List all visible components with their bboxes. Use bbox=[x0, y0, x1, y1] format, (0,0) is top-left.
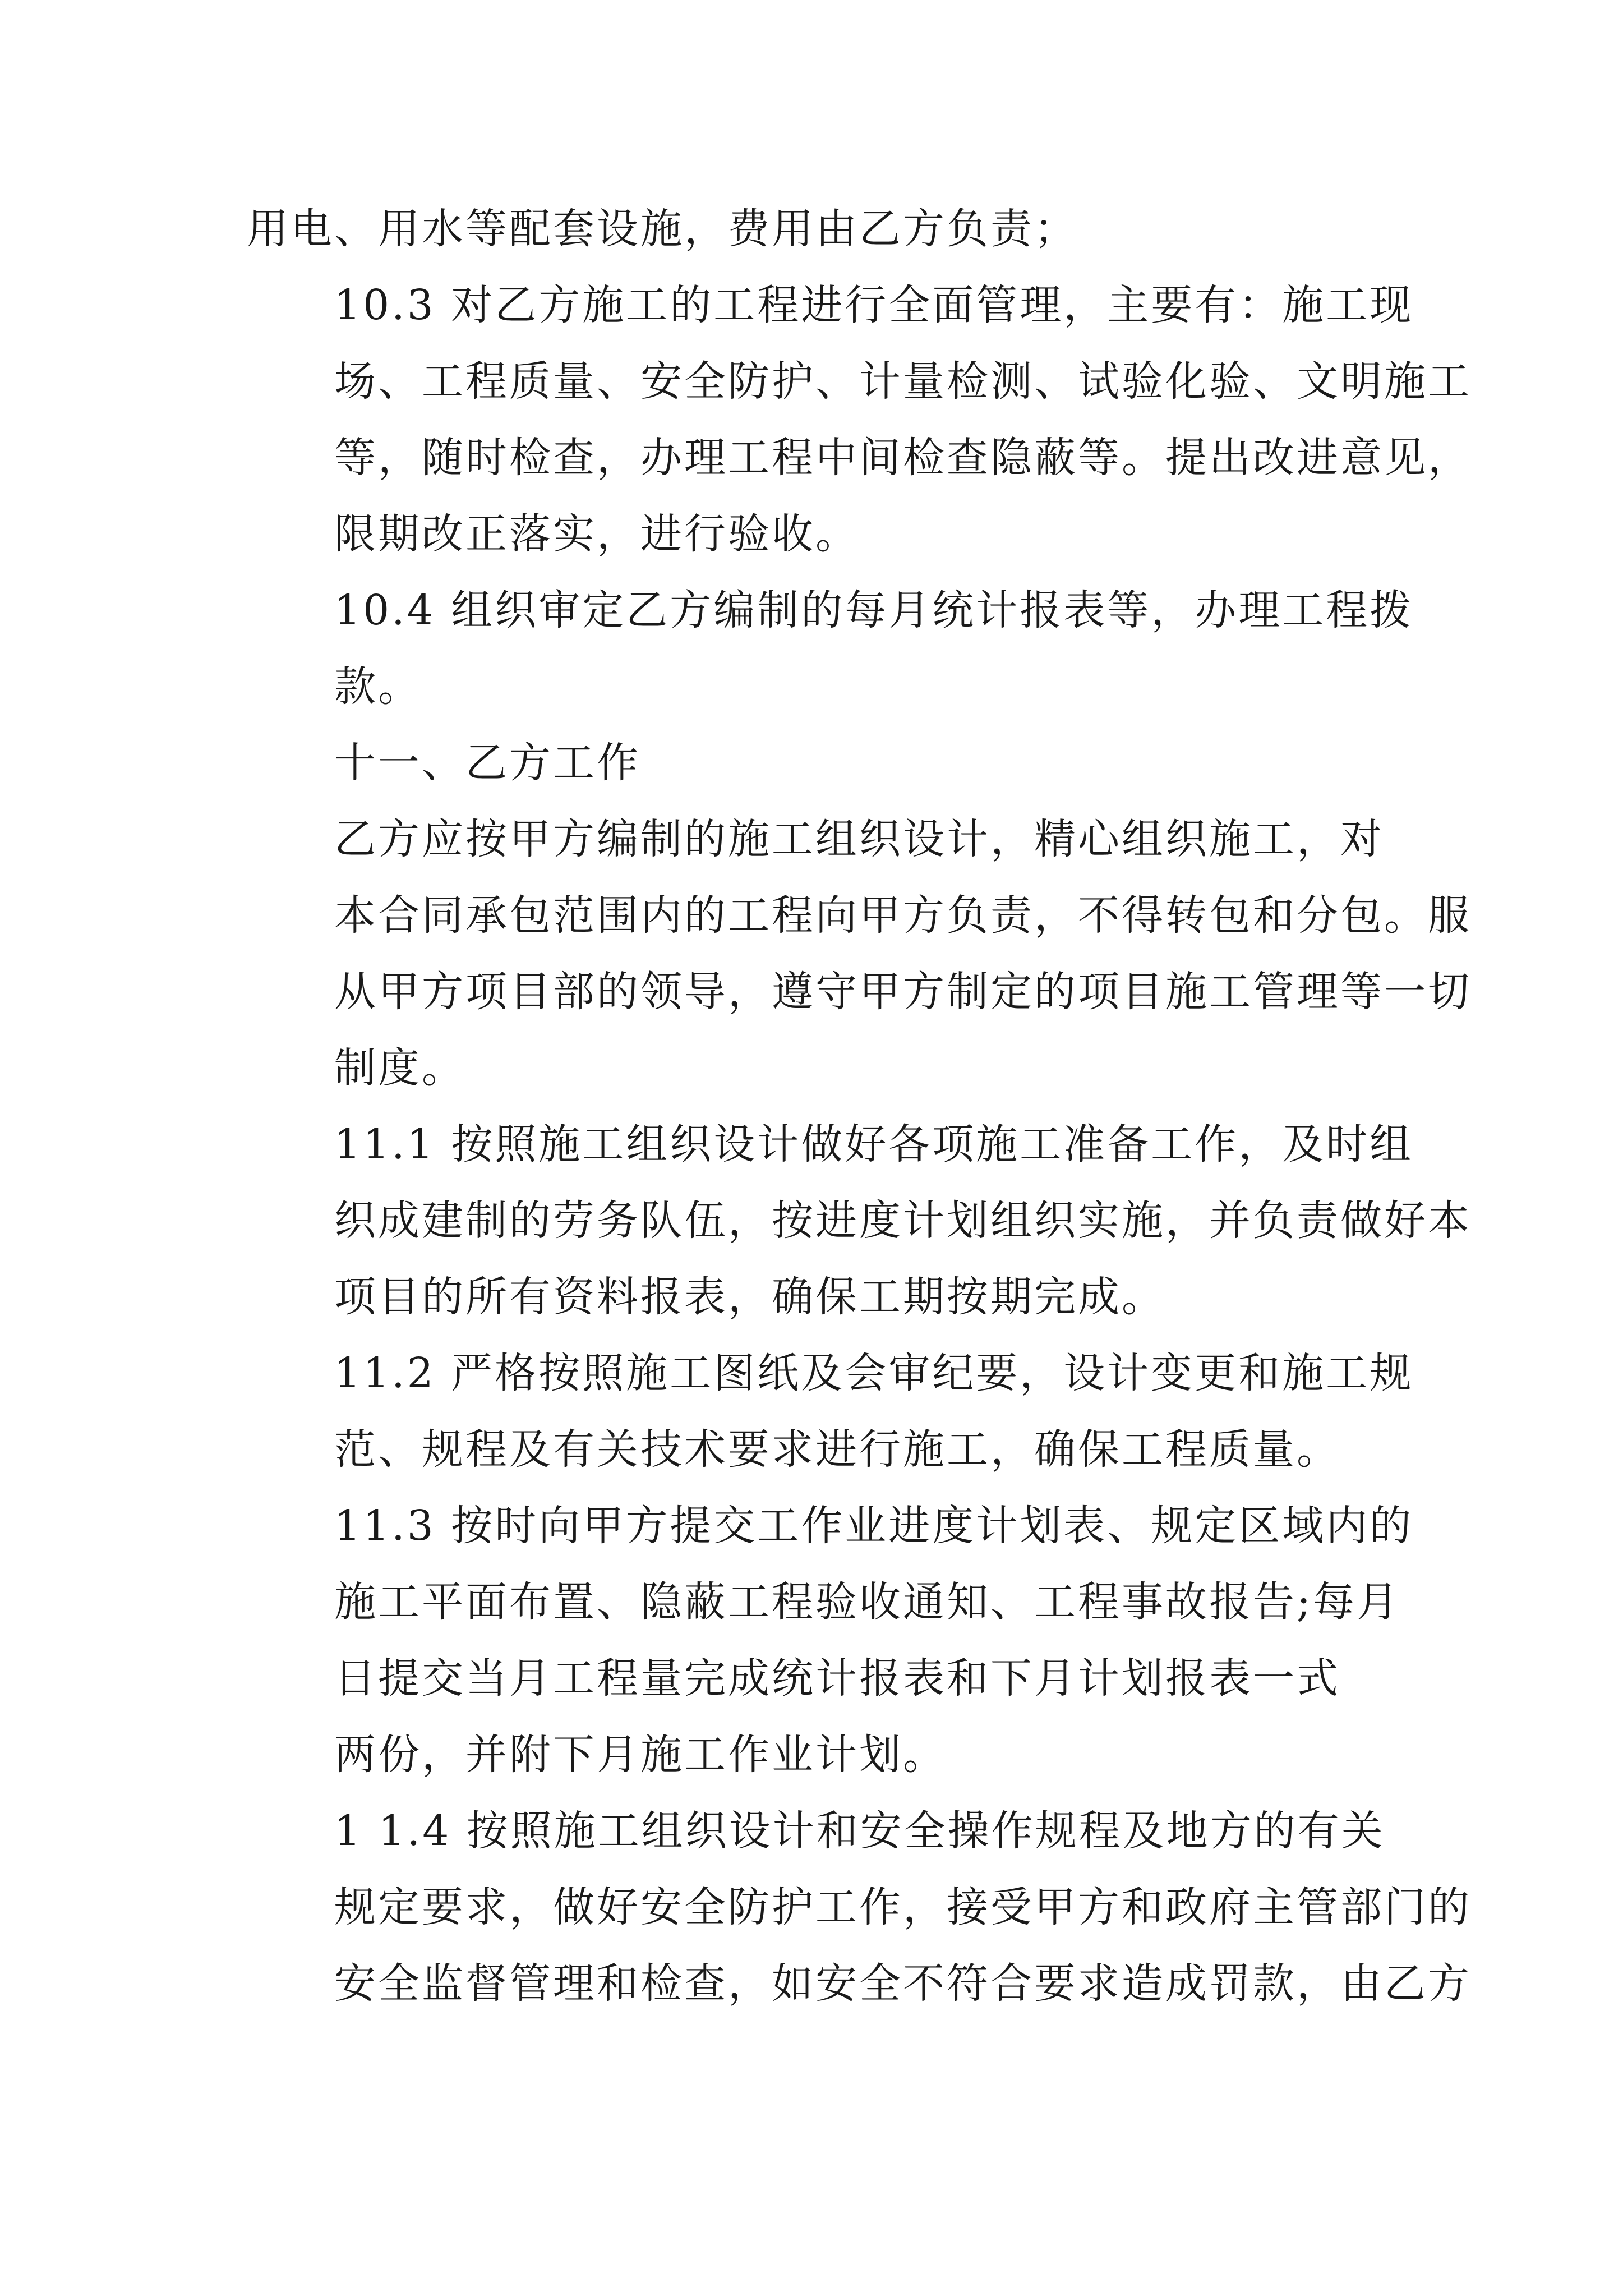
paragraph bbox=[247, 1640, 1385, 1793]
text-line: 本合同承包范围内的工程向甲方负责，不得转包和分包。服 bbox=[334, 891, 1472, 940]
paragraph bbox=[247, 1488, 1414, 1640]
text-line: 1 1.4 按照施工组织设计和安全操作规程及地方的有关 bbox=[334, 1807, 1385, 1855]
text-line: 10.3 对乙方施工的工程进行全面管理，主要有：施工现 bbox=[334, 281, 1414, 329]
text-line: 11.1 按照施工组织设计做好各项施工准备工作，及时组 bbox=[334, 1120, 1414, 1168]
text-line: 限期改正落实，进行验收。 bbox=[334, 510, 859, 558]
text-line: 规定要求，做好安全防护工作，接受甲方和政府主管部门的 bbox=[334, 1883, 1472, 1931]
text-line: 11.2 严格按照施工图纸及会审纪要，设计变更和施工规 bbox=[334, 1349, 1414, 1397]
paragraph bbox=[247, 725, 1385, 801]
text-line: 项目的所有资料报表，确保工期按期完成。 bbox=[334, 1273, 1165, 1321]
paragraph bbox=[247, 1106, 1472, 1335]
paragraph bbox=[247, 1335, 1414, 1488]
text-line: 从甲方项目部的领导，遵守甲方制定的项目施工管理等一切 bbox=[334, 968, 1472, 1016]
text-line: 乙方应按甲方编制的施工组织设计，精心组织施工，对 bbox=[334, 815, 1384, 863]
text-line: 制度。 bbox=[334, 1044, 465, 1092]
document-body bbox=[247, 191, 1472, 2022]
text-line: 11.3 按时向甲方提交工作业进度计划表、规定区域内的 bbox=[334, 1502, 1414, 1550]
text-line: 十一、乙方工作 bbox=[334, 739, 640, 787]
paragraph bbox=[247, 572, 1414, 725]
text-line: 款。 bbox=[334, 662, 422, 711]
text-line: 用电、用水等配套设施，费用由乙方负责； bbox=[247, 205, 1078, 253]
paragraph bbox=[247, 191, 1385, 267]
text-line: 等，随时检查，办理工程中间检查隐蔽等。提出改进意见， bbox=[334, 434, 1472, 482]
paragraph bbox=[247, 267, 1472, 572]
text-line: 场、工程质量、安全防护、计量检测、试验化验、文明施工 bbox=[334, 357, 1472, 406]
text-line: 10.4 组织审定乙方编制的每月统计报表等，办理工程拨 bbox=[334, 586, 1414, 634]
text-line: 施工平面布置、隐蔽工程验收通知、工程事故报告;每月 bbox=[334, 1578, 1400, 1626]
text-line: 范、规程及有关技术要求进行施工，确保工程质量。 bbox=[334, 1425, 1340, 1474]
text-line: 日提交当月工程量完成统计报表和下月计划报表一式 bbox=[334, 1654, 1340, 1703]
paragraph bbox=[247, 1793, 1472, 2022]
text-line: 织成建制的劳务队伍，按进度计划组织实施，并负责做好本 bbox=[334, 1197, 1472, 1245]
text-line: 两份，并附下月施工作业计划。 bbox=[334, 1731, 947, 1779]
paragraph bbox=[247, 801, 1472, 1106]
text-line: 安全监督管理和检查，如安全不符合要求造成罚款，由乙方 bbox=[334, 1959, 1472, 2008]
